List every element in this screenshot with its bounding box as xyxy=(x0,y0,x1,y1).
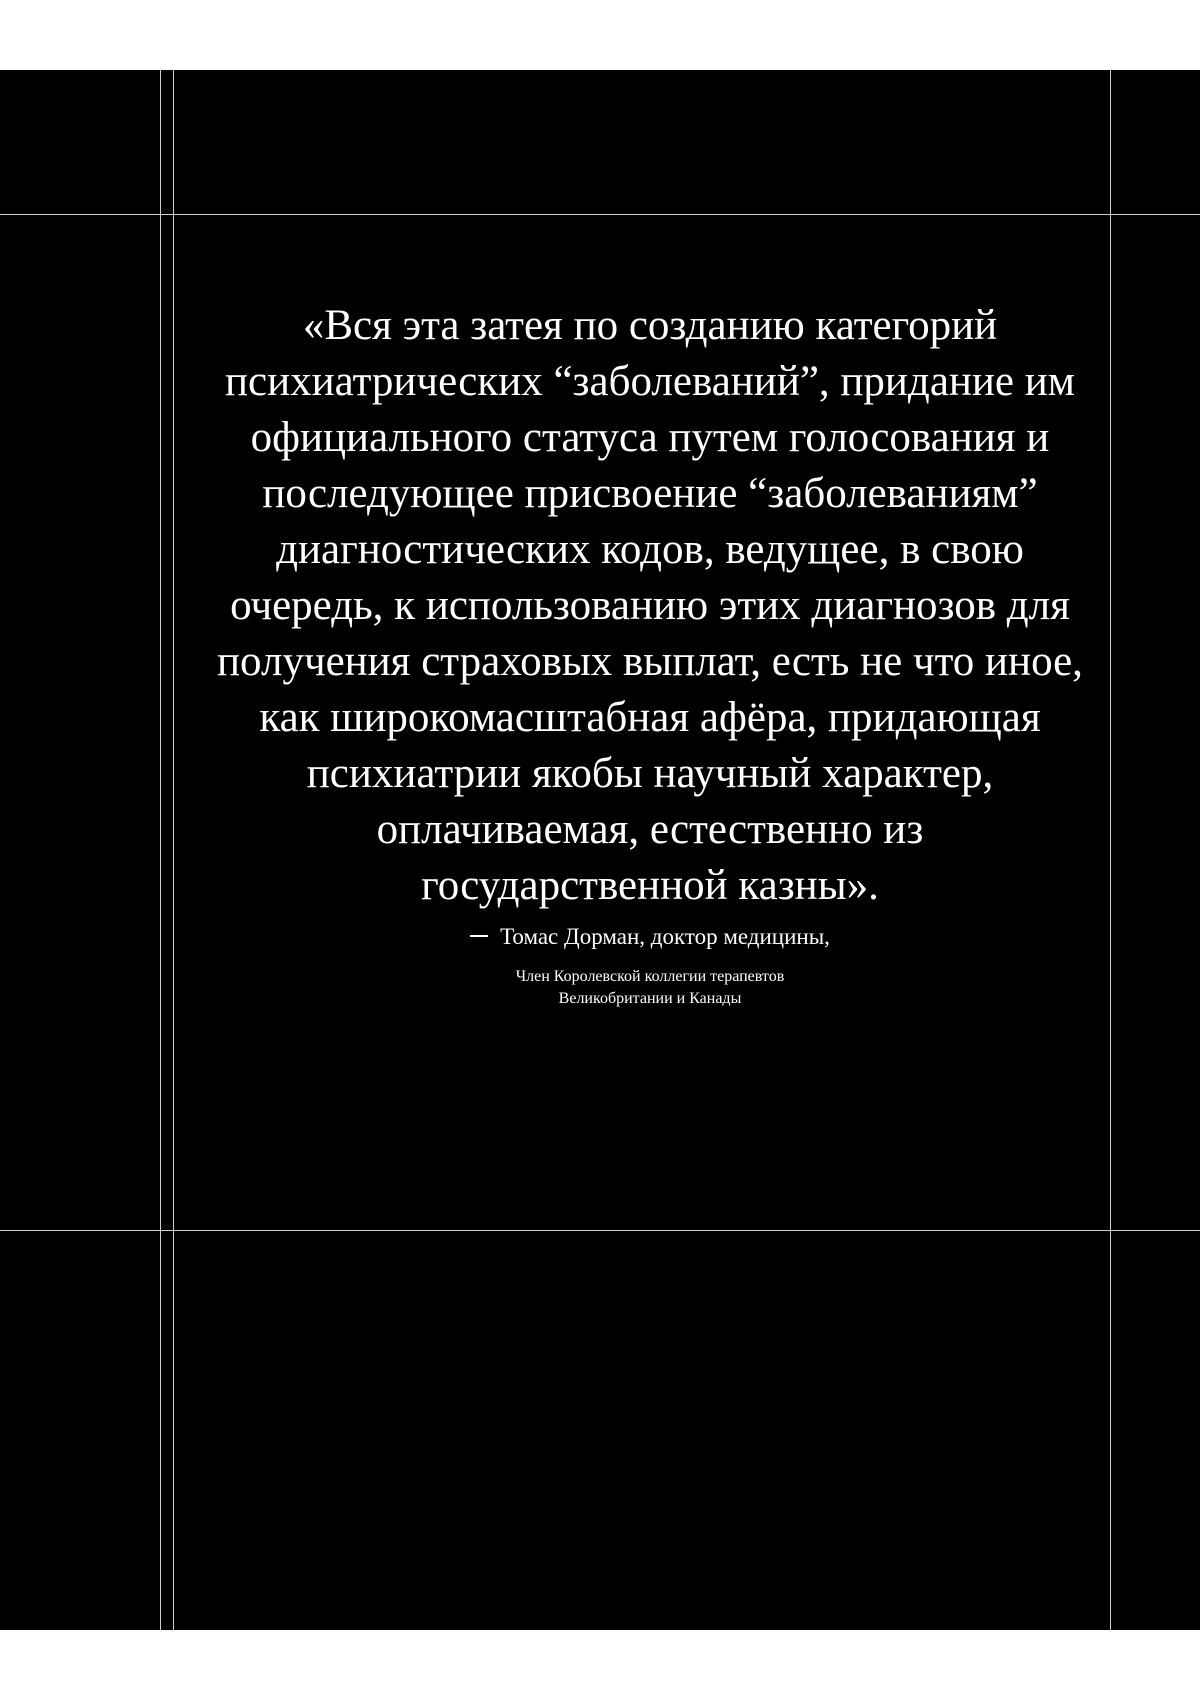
quote-line: диагностических кодов, ведущее, в свою xyxy=(276,526,1024,573)
guide-line-bottom xyxy=(0,1230,1200,1231)
quote-block xyxy=(210,298,1090,914)
quote-line: оплачиваемая, естественно из xyxy=(376,806,924,853)
attribution-name-line xyxy=(210,922,1090,952)
guide-line-left-inner xyxy=(173,70,174,1630)
quote-line: получения страховых выплат, есть не что иное, xyxy=(217,638,1083,685)
attribution-title-line-1: Член Королевской коллегии терапевтов xyxy=(515,968,785,985)
quote-line: официального статуса путем голосования и xyxy=(250,414,1050,461)
quote-line: как широкомасштабная афёра, придающая xyxy=(259,694,1041,741)
attribution xyxy=(210,922,1090,1010)
guide-line-top xyxy=(0,214,1200,215)
quote-line: «Вся эта затея по созданию категорий xyxy=(302,302,998,349)
page-panel xyxy=(0,70,1200,1630)
quote-line: последующее присвоение “заболеваниям” xyxy=(262,470,1038,517)
attribution-name: Томас Дорман, доктор медицины, xyxy=(500,924,830,949)
guide-line-right xyxy=(1110,70,1111,1630)
quote-line: психиатрии якобы научный характер, xyxy=(306,750,994,797)
quote-line: психиатрических “заболеваний”, придание им xyxy=(225,358,1075,405)
quote-line: очередь, к использованию этих диагнозов для xyxy=(230,582,1070,629)
quote-line: государственной казны». xyxy=(421,862,879,909)
em-dash-mark xyxy=(470,935,488,937)
attribution-title-line-2: Великобритании и Канады xyxy=(558,990,742,1007)
guide-line-left-outer xyxy=(160,70,161,1630)
